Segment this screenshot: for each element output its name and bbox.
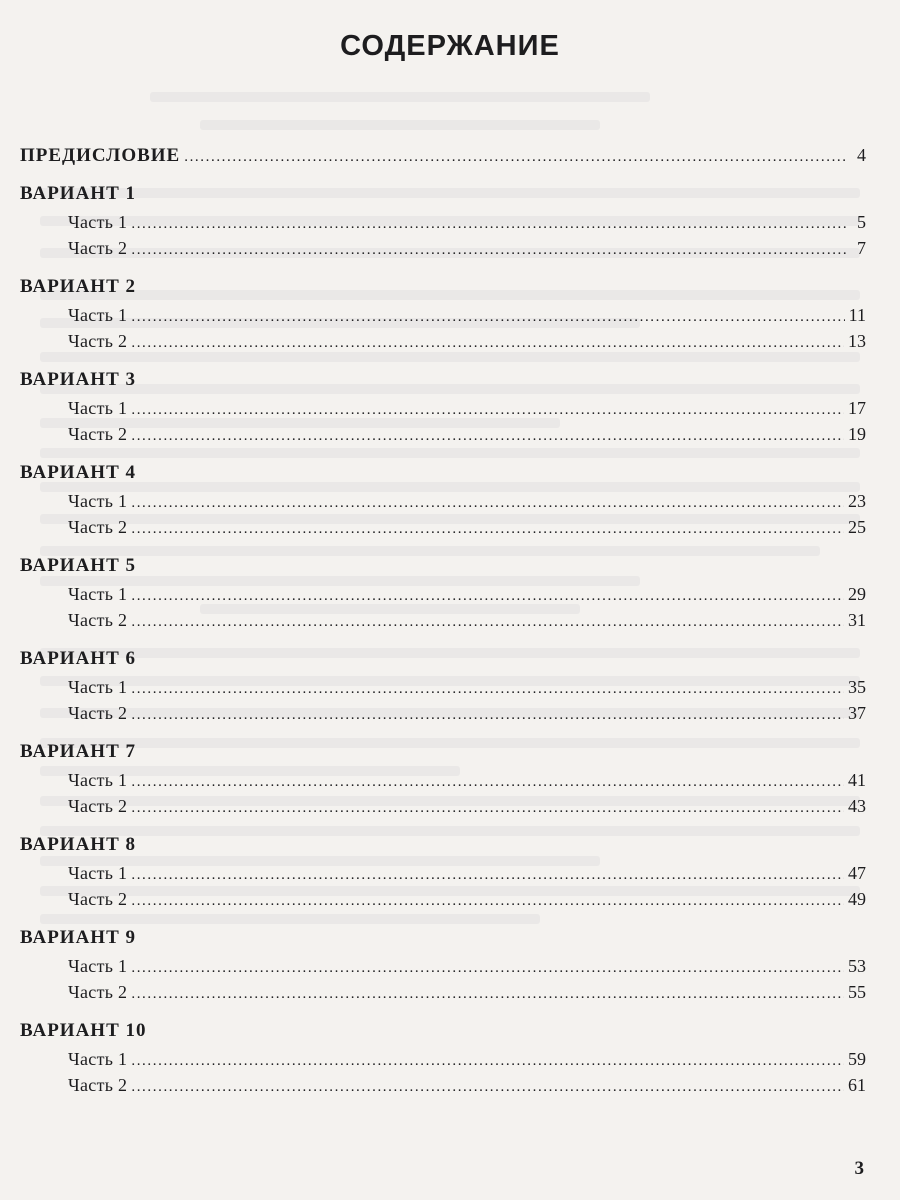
dot-leader [131, 305, 844, 329]
toc-entry-variant-1-part-2[interactable] [68, 236, 866, 260]
toc-entry-label: Часть 2 [68, 610, 128, 630]
dot-leader [131, 863, 844, 887]
dot-leader [131, 238, 848, 262]
toc-entry-page: 31 [848, 610, 866, 630]
dot-leader [131, 517, 844, 541]
toc-entry-label: Часть 1 [68, 677, 128, 697]
dot-leader [131, 703, 844, 727]
toc-entry-variant-6-part-1[interactable] [68, 675, 866, 699]
toc-section-variant-6[interactable]: ВАРИАНТ 6 [20, 648, 137, 669]
toc-entry-label: Часть 1 [68, 1049, 128, 1069]
toc-entry-label: Часть 2 [68, 331, 128, 351]
toc-entry-page: 55 [848, 982, 866, 1002]
dot-leader [131, 331, 844, 355]
toc-entry-page: 43 [848, 796, 866, 816]
toc-entry-page: 4 [857, 145, 866, 165]
toc-entry-variant-9-part-1[interactable] [68, 954, 866, 978]
dot-leader [131, 1049, 844, 1073]
toc-entry-page: 11 [848, 305, 866, 325]
toc-entry-preface[interactable] [20, 143, 866, 167]
dot-leader [131, 610, 844, 634]
toc-entry-page: 37 [848, 703, 866, 723]
toc-entry-page: 35 [848, 677, 866, 697]
toc-section-variant-9[interactable]: ВАРИАНТ 9 [20, 927, 137, 948]
toc-entry-variant-4-part-1[interactable] [68, 489, 866, 513]
toc-entry-page: 49 [848, 889, 866, 909]
toc-entry-label: Часть 1 [68, 212, 128, 232]
toc-entry-label: Часть 2 [68, 889, 128, 909]
toc-entry-page: 13 [848, 331, 866, 351]
toc-entry-label: Часть 2 [68, 1075, 128, 1095]
dot-leader [184, 145, 848, 169]
page-title: СОДЕРЖАНИЕ [340, 30, 560, 62]
dot-leader [131, 491, 844, 515]
toc-section-variant-10[interactable]: ВАРИАНТ 10 [20, 1020, 147, 1041]
toc-entry-page: 23 [848, 491, 866, 511]
toc-entry-label: ПРЕДИСЛОВИЕ [20, 145, 181, 166]
toc-entry-variant-2-part-2[interactable] [68, 329, 866, 353]
toc-entry-page: 7 [857, 238, 866, 258]
toc-entry-variant-2-part-1[interactable] [68, 303, 866, 327]
toc-entry-label: Часть 1 [68, 584, 128, 604]
toc-entry-label: Часть 2 [68, 982, 128, 1002]
dot-leader [131, 889, 844, 913]
toc-entry-page: 61 [848, 1075, 866, 1095]
dot-leader [131, 212, 848, 236]
toc-entry-page: 17 [848, 398, 866, 418]
toc-entry-label: Часть 1 [68, 863, 128, 883]
toc-entry-page: 29 [848, 584, 866, 604]
toc-entry-variant-10-part-1[interactable] [68, 1047, 866, 1071]
toc-entry-variant-4-part-2[interactable] [68, 515, 866, 539]
toc-entry-variant-7-part-1[interactable] [68, 768, 866, 792]
dot-leader [131, 956, 844, 980]
toc-entry-label: Часть 2 [68, 517, 128, 537]
toc-section-variant-4[interactable]: ВАРИАНТ 4 [20, 462, 137, 483]
toc-entry-label: Часть 2 [68, 424, 128, 444]
toc-section-variant-2[interactable]: ВАРИАНТ 2 [20, 276, 137, 297]
dot-leader [131, 584, 844, 608]
toc-entry-variant-3-part-2[interactable] [68, 422, 866, 446]
toc-entry-variant-3-part-1[interactable] [68, 396, 866, 420]
toc-entry-page: 53 [848, 956, 866, 976]
toc-entry-label: Часть 2 [68, 796, 128, 816]
toc-entry-variant-5-part-2[interactable] [68, 608, 866, 632]
toc-section-variant-7[interactable]: ВАРИАНТ 7 [20, 741, 137, 762]
toc-section-variant-5[interactable]: ВАРИАНТ 5 [20, 555, 137, 576]
toc-entry-page: 19 [848, 424, 866, 444]
dot-leader [131, 770, 844, 794]
dot-leader [131, 424, 844, 448]
toc-entry-label: Часть 1 [68, 770, 128, 790]
toc-entry-variant-8-part-1[interactable] [68, 861, 866, 885]
dot-leader [131, 982, 844, 1006]
toc-entry-page: 47 [848, 863, 866, 883]
toc-entry-variant-6-part-2[interactable] [68, 701, 866, 725]
toc-entry-label: Часть 2 [68, 703, 128, 723]
toc-entry-page: 5 [857, 212, 866, 232]
toc-entry-variant-10-part-2[interactable] [68, 1073, 866, 1097]
toc-entry-variant-5-part-1[interactable] [68, 582, 866, 606]
toc-section-variant-8[interactable]: ВАРИАНТ 8 [20, 834, 137, 855]
dot-leader [131, 796, 844, 820]
toc-entry-variant-1-part-1[interactable] [68, 210, 866, 234]
toc-section-variant-3[interactable]: ВАРИАНТ 3 [20, 369, 137, 390]
toc-section-variant-1[interactable]: ВАРИАНТ 1 [20, 183, 137, 204]
toc-entry-page: 59 [848, 1049, 866, 1069]
page-number: 3 [854, 1158, 864, 1179]
dot-leader [131, 1075, 844, 1099]
toc-entry-label: Часть 1 [68, 491, 128, 511]
dot-leader [131, 398, 844, 422]
toc-entry-page: 25 [848, 517, 866, 537]
toc-entry-label: Часть 1 [68, 398, 128, 418]
toc-entry-label: Часть 1 [68, 956, 128, 976]
toc-entry-page: 41 [848, 770, 866, 790]
toc-entry-label: Часть 1 [68, 305, 128, 325]
dot-leader [131, 677, 844, 701]
toc-entry-variant-7-part-2[interactable] [68, 794, 866, 818]
toc-entry-variant-9-part-2[interactable] [68, 980, 866, 1004]
toc-entry-label: Часть 2 [68, 238, 128, 258]
toc-entry-variant-8-part-2[interactable] [68, 887, 866, 911]
